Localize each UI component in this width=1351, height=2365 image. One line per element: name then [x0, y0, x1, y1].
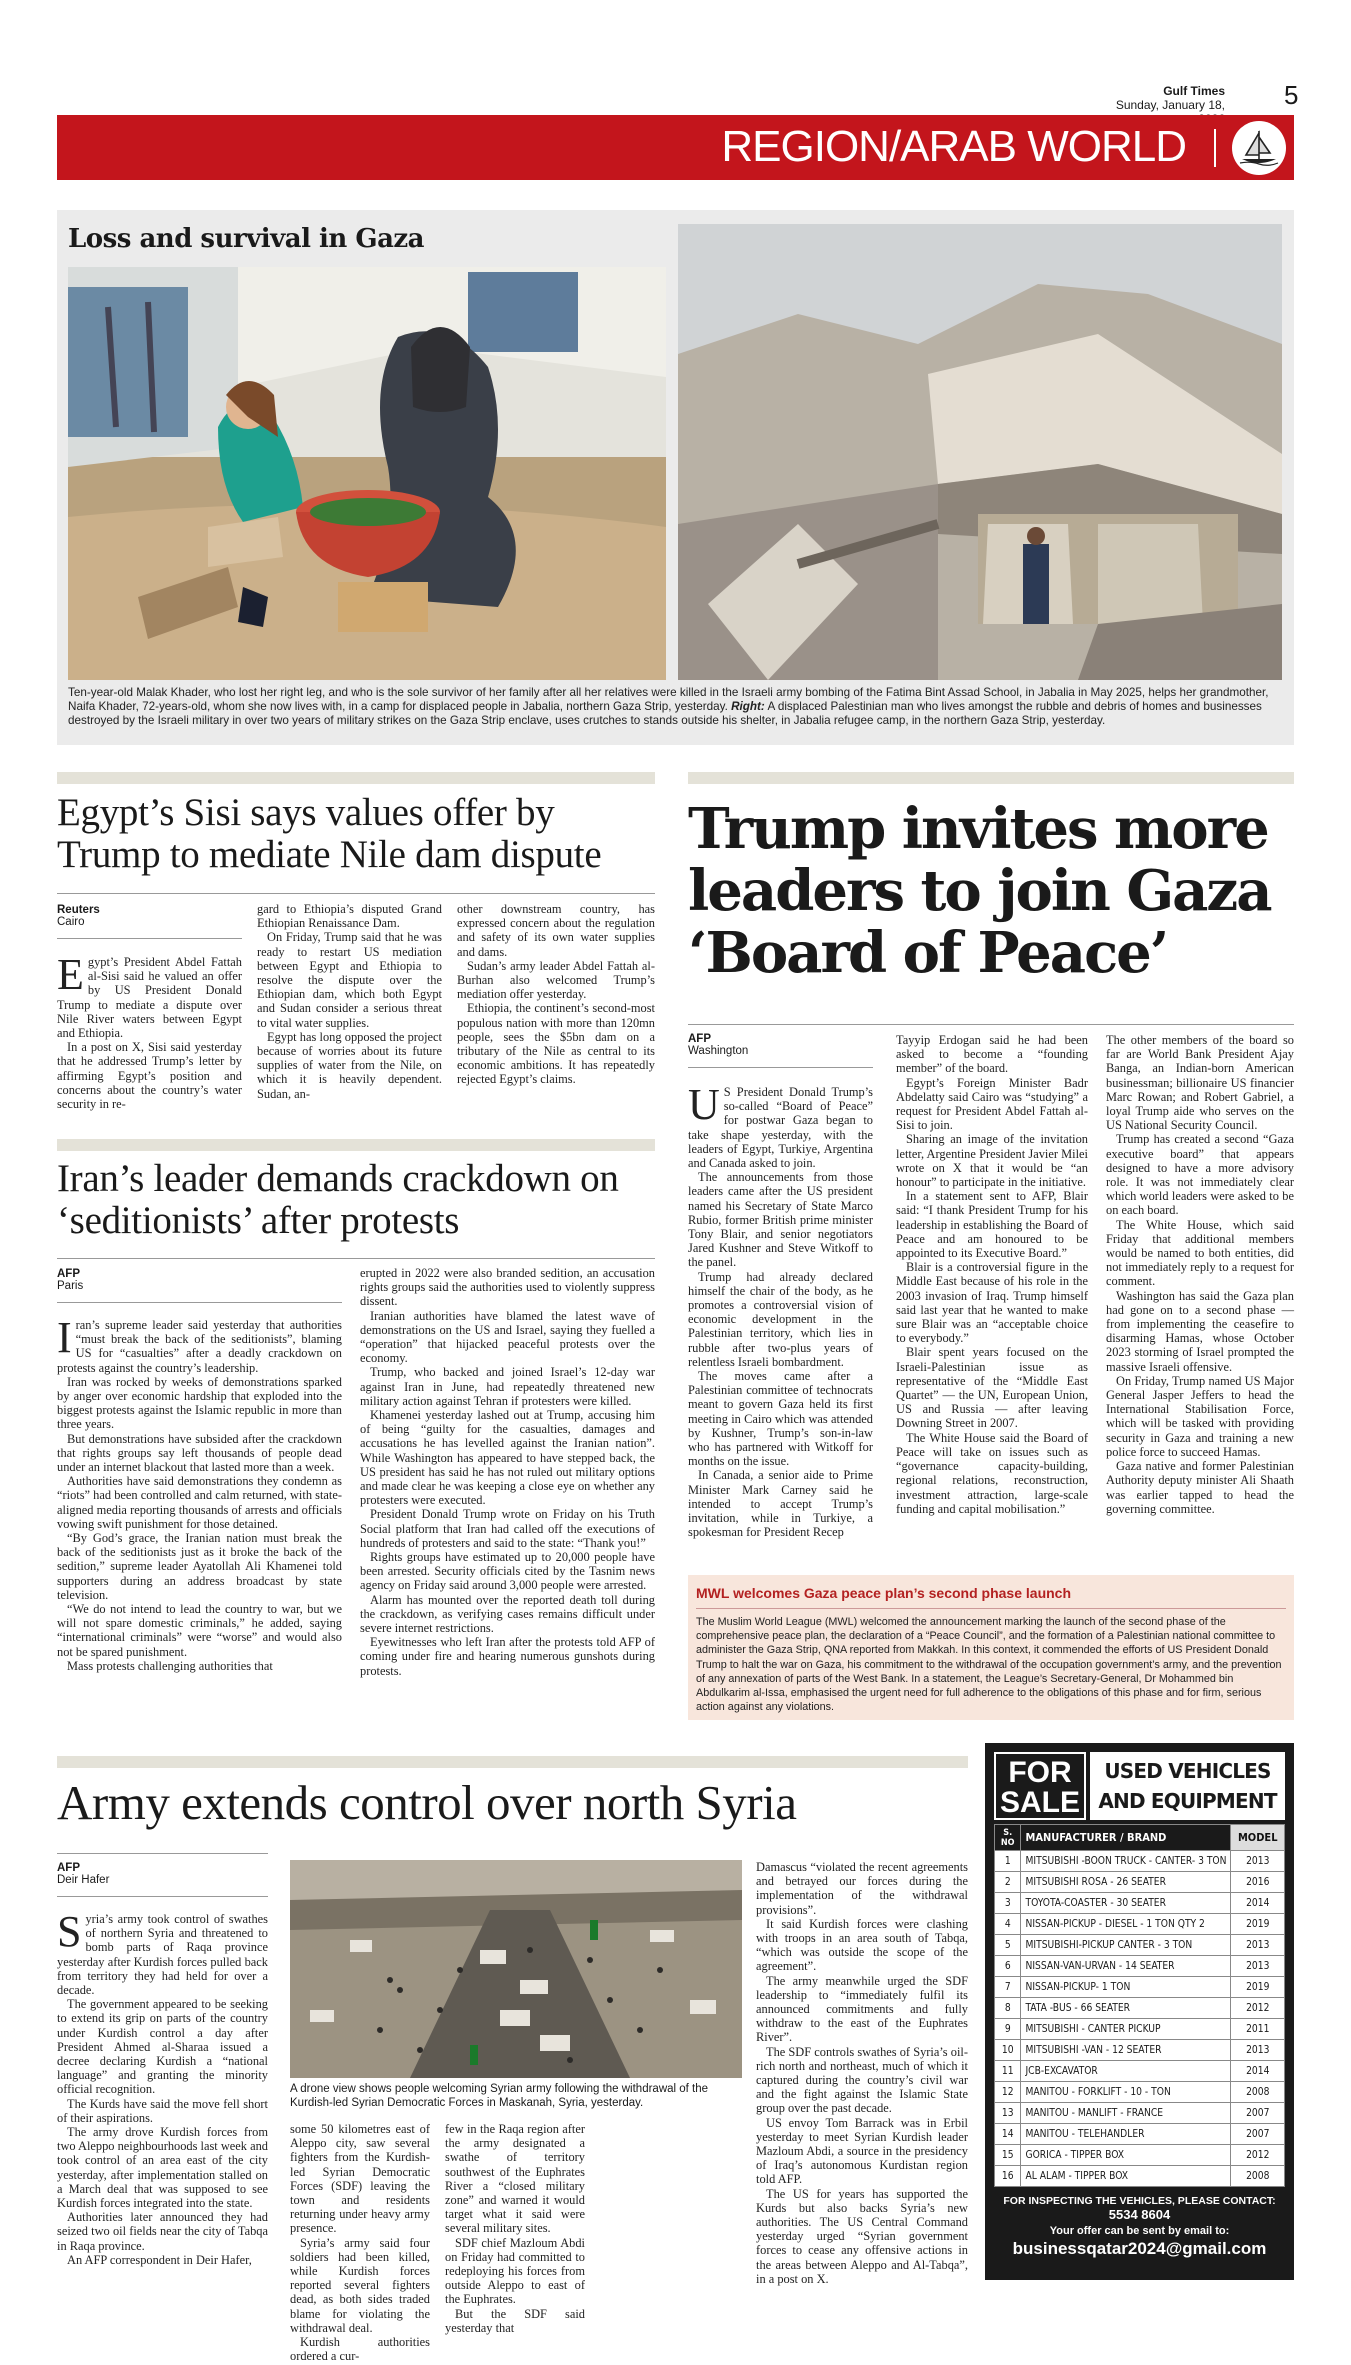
- paragraph: It said Kurdish forces were clashing with troops in an area south of Tabqa, “which was outside the scope of the agreement”.: [756, 1916, 968, 1974]
- paragraph: Blair spent years focused on the Israeli-Palestinian issue as representative of the “Middle East Quartet” — the UN, European Union, US and Russia — after leaving Downing Street in 2007.: [896, 1345, 1088, 1431]
- trump-headline: Trump invites more leaders to join Gaza ‘Board of Peace’: [688, 796, 1271, 986]
- table-row: [995, 2061, 1285, 2082]
- paragraph: The army drove Kurdish forces from two Aleppo neighbourhoods last week and took control of an area east of the city yesterday, after implementation stalled on a March deal that was supposed to see Kurdish forces integrated into the state.: [57, 2125, 268, 2211]
- paragraph: On Friday, Trump said that he was ready to restart US mediation between Egypt and Ethiopia to resolve the dispute over the Ethiopian dam, which both Egypt and Sudan consider a serious threat to vital water supplies.: [257, 930, 442, 1030]
- paragraph: The other members of the board so far are World Bank President Ajay Banga, an Indian-born American businessman; billionaire US financier Marc Rowan; and Robert Gabriel, a loyal Trump aide who serves on the US National Security Council.: [1106, 1033, 1294, 1133]
- cell-brand: MANITOU - FORKLIFT - 10 - TON: [1021, 2082, 1231, 2103]
- paragraph: US envoy Tom Barrack was in Erbil yesterday to meet Syrian Kurdish leader Mazloum Abdi, a source in the presidency of Iraq’s autonomous Kurdistan region told AFP.: [756, 2115, 968, 2187]
- table-row: [995, 1914, 1285, 1935]
- cell-no: 16: [995, 2166, 1021, 2187]
- paragraph: Damascus “violated the recent agreements and betrayed our forces during the implementation of the withdrawal provisions”.: [756, 1860, 968, 1917]
- ad-email[interactable]: businessqatar2024@gmail.com: [1012, 2239, 1267, 2258]
- paragraph: other downstream country, has expressed concern about the regulation and safety of its own water supplies and dams.: [457, 902, 655, 959]
- trump-rule: [688, 1024, 1294, 1025]
- egypt-top-rule: [57, 772, 655, 784]
- table-row: [995, 2040, 1285, 2061]
- syria-headline: Army extends control over north Syria: [57, 1775, 797, 1830]
- byline-source: Reuters: [57, 904, 100, 916]
- egypt-byline: [57, 904, 242, 939]
- cell-no: 8: [995, 1998, 1021, 2019]
- cell-brand: MITSUBISHI-PICKUP CANTER - 3 TON: [1021, 1935, 1231, 1956]
- cell-brand: GORICA - TIPPER BOX: [1021, 2145, 1231, 2166]
- cell-no: 12: [995, 2082, 1021, 2103]
- email-label: Your offer can be sent by email to:: [1049, 2225, 1230, 2237]
- mwl-headline: MWL welcomes Gaza peace plan’s second phase launch: [696, 1585, 1072, 1601]
- table-row: [995, 1893, 1285, 1914]
- paragraph: Washington has said the Gaza plan had gone on to a second phase — from implementing the ceasefire to disarming Hamas, whose October 2023 storming of Israel prompted the massive Israeli offensive.: [1106, 1288, 1294, 1374]
- paragraph: Trump had already declared himself the chair of the body, as he promotes a controversial vision of economic development in the Palestinian territory, which lies in rubble after two-plus years of relentless Israeli bombardment.: [688, 1269, 873, 1369]
- trump-byline: [688, 1033, 873, 1068]
- cell-model: 2019: [1231, 1977, 1285, 1998]
- cell-model: 2007: [1231, 2103, 1285, 2124]
- cell-model: 2013: [1231, 2040, 1285, 2061]
- paragraph: Gaza native and former Palestinian Authority deputy minister Ali Shaath was earlier tapped to head the governing committee.: [1106, 1459, 1294, 1516]
- paragraph: President Donald Trump wrote on Friday on his Truth Social platform that Iran had called off the executions of hundreds of protesters and said to the state: “Thank you!”: [360, 1507, 655, 1550]
- paragraph: Syria’s army took control of swathes of northern Syria and threatened to bomb parts of Raqa province yesterday after Kurdish forces pulled back from territory they had held for over a decade.: [57, 1907, 268, 1998]
- paragraph: The army meanwhile urged the SDF leadership to “immediately fulfil its announced commitments and fully withdraw to the east of the Euphrates River”.: [756, 1973, 968, 2045]
- cell-model: 2013: [1231, 1851, 1285, 1872]
- cell-model: 2019: [1231, 1914, 1285, 1935]
- cell-no: 9: [995, 2019, 1021, 2040]
- table-row: [995, 1872, 1285, 1893]
- cell-no: 14: [995, 2124, 1021, 2145]
- paragraph: The SDF controls swathes of Syria’s oil-rich north and northeast, much of which it captured during the country’s civil war and the fight against the Islamic State group over the past decade.: [756, 2044, 968, 2116]
- cell-model: 2012: [1231, 1998, 1285, 2019]
- table-row: [995, 2166, 1285, 2187]
- photo-feature-title: Loss and survival in Gaza: [68, 224, 425, 254]
- contact-phone[interactable]: 5534 8604: [1108, 2207, 1171, 2222]
- syria-column-1: [57, 1907, 268, 2267]
- cell-model: 2008: [1231, 2166, 1285, 2187]
- paragraph: Blair is a controversial figure in the Middle East because of his role in the 2003 invasion of Iraq. Trump himself said last year that he wanted to make sure Blair was an “acceptable choice to everybody.”: [896, 1260, 1088, 1346]
- cell-no: 11: [995, 2061, 1021, 2082]
- caption-main: Ten-year-old Malak Khader, who lost her right leg, and who is the sole survivor of her family after all her relatives were killed in the Israeli army bombing of the Fatima Bint Assad School, in Jabalia in May 2025, helps her grandmother, Naifa Khader, 72-years-old, whom she now lives with, in a camp for displaced people in Jabalia, northern Gaza Strip, yesterday.: [68, 686, 1269, 713]
- drop-cap: E: [57, 950, 84, 999]
- iran-rule: [57, 1258, 655, 1259]
- caption-right: A displaced Palestinian man who lives amongst the rubble and debris of homes and businesses destroyed by the Israeli military in over two years of military strikes on the Gaza Strip enclave, uses crutches to stands outside his shelter, in Jabalia refugee camp, in the northern Gaza Strip, yesterday.: [68, 700, 1262, 727]
- table-row: [995, 2124, 1285, 2145]
- cell-model: 2007: [1231, 2124, 1285, 2145]
- section-title: REGION/ARAB WORLD: [721, 122, 1186, 171]
- mwl-body: The Muslim World League (MWL) welcomed the announcement marking the launch of the second phase of the comprehensive peace plan, the declaration of a “Peace Council”, and the formation of a Palestinian national committee to administer the Gaza Strip, QNA reported from Makkah. In this context, it commended the efforts of US President Donald Trump to halt the war on Gaza, his commitment to the withdrawal of the occupation government’s army, and the prevention of any annexation of parts of the West Bank. In a statement, the League’s Secretary-General, Dr Mohammed bin Abdulkarim al-Issa, emphasised the urgent need for full adherence to the obligations of this phase and for firm, serious action against any violations.: [696, 1616, 1282, 1714]
- dhow-logo-icon: [1232, 121, 1286, 175]
- paragraph: “We do not intend to lead the country to war, but we will not spare domestic criminals,” he added, saying “international criminals” were “worse” and would also not be spared punishment.: [57, 1602, 342, 1659]
- paragraph: Iran’s supreme leader said yesterday that authorities “must break the back of the seditionists”, blaming US for “casualties” after a deadly crackdown on protests against the country’s leadership.: [57, 1313, 342, 1375]
- vehicle-table: [994, 1824, 1285, 2187]
- paragraph: Authorities later announced they had seized two oil fields near the city of Tabqa in Raqa province.: [57, 2210, 268, 2253]
- cell-brand: NISSAN-PICKUP- 1 TON: [1021, 1977, 1231, 1998]
- photo-rubble-man: [678, 224, 1282, 680]
- paragraph: gard to Ethiopia’s disputed Grand Ethiopian Renaissance Dam.: [257, 902, 442, 931]
- page-number: 5: [1284, 80, 1299, 110]
- byline-location: Paris: [57, 1280, 84, 1292]
- cell-no: 1: [995, 1851, 1021, 1872]
- ad-title: USED VEHICLES AND EQUIPMENT: [1090, 1752, 1285, 1820]
- paragraph: U S President Donald Trump’s so-called “Board of Peace” for postwar Gaza began to take shape yesterday, with the leaders of Egypt, Turkiye, Argentina and Canada asked to join.: [688, 1080, 873, 1171]
- table-row: [995, 2019, 1285, 2040]
- paragraph: Khamenei yesterday lashed out at Trump, accusing him of being “guilty for the casualties, damages and accusations he has levelled against the Iranian nation”. While Washington has appeared to have stepped back, the US president has said he has not ruled out military options and made clear he was keeping a close eye on whether any protesters were executed.: [360, 1408, 655, 1508]
- cell-model: 2014: [1231, 2061, 1285, 2082]
- egypt-column-1: [57, 950, 242, 1112]
- paragraph: “By God’s grace, the Iranian nation must break the back of the seditionists just as it broke the back of the sedition,” supreme leader Ayatollah Ali Khamenei told supporters during an address broadcast by state television.: [57, 1531, 342, 1602]
- used-vehicles-ad: [985, 1743, 1294, 2280]
- col-header-brand: MANUFACTURER / BRAND: [1021, 1825, 1231, 1851]
- paragraph: Sudan’s army leader Abdel Fattah al-Burhan also welcomed Trump’s mediation offer yesterday.: [457, 958, 655, 1002]
- photo-caption: [68, 686, 1282, 728]
- photo-feature: [57, 210, 1294, 745]
- paragraph: few in the Raqa region after the army designated a swathe of territory southwest of the Euphrates River a “closed military zone” and warned it would target what it said were several military sites.: [445, 2122, 585, 2236]
- paragraph: Authorities have said demonstrations they condemn as “riots” had been controlled and calm returned, with state-aligned media reporting thousands of arrests and officials vowing swift punishment for those detained.: [57, 1474, 342, 1531]
- cell-brand: MITSUBISHI ROSA - 26 SEATER: [1021, 1872, 1231, 1893]
- paragraph: In a statement sent to AFP, Blair said: “I thank President Trump for his leadership in establishing the Board of Peace and am honoured to be appointed to its Executive Board.”: [896, 1189, 1088, 1261]
- paragraph: Iran was rocked by weeks of demonstrations sparked by anger over economic hardship that exploded into the biggest protests against the Islamic republic in more than three years.: [57, 1374, 342, 1432]
- caption-right-label: Right:: [731, 700, 765, 713]
- syria-top-rule: [57, 1756, 968, 1768]
- paragraph: erupted in 2022 were also branded sedition, an accusation rights groups said the authorities used to violently suppress dissent.: [360, 1266, 655, 1309]
- ad-for-sale: FOR SALE: [994, 1752, 1086, 1820]
- cell-no: 2: [995, 1872, 1021, 1893]
- paragraph: But the SDF said yesterday that: [445, 2306, 585, 2335]
- syria-column-4: [756, 1860, 968, 2286]
- paragraph: Kurdish authorities ordered a cur-: [290, 2335, 430, 2364]
- byline-location: Cairo: [57, 916, 85, 928]
- cell-brand: NISSAN-VAN-URVAN - 14 SEATER: [1021, 1956, 1231, 1977]
- table-row: [995, 1935, 1285, 1956]
- cell-model: 2012: [1231, 2145, 1285, 2166]
- byline-source: AFP: [57, 1862, 80, 1874]
- paragraph: Trump, who backed and joined Israel’s 12-day war against Iran in June, had repeatedly threatened new military action against Tehran if protesters were killed.: [360, 1365, 655, 1408]
- egypt-column-3: [457, 902, 655, 1087]
- cell-brand: JCB-EXCAVATOR: [1021, 2061, 1231, 2082]
- egypt-headline: Egypt’s Sisi says values offer by Trump to mediate Nile dam dispute: [57, 791, 602, 876]
- paragraph: Ethiopia, the continent’s second-most populous nation with more than 120mn people, sees the $5bn dam on a tributary of the Nile as central to its economic ambitions. It has repeatedly rejected Egypt’s claims.: [457, 1001, 655, 1087]
- paper-name: Gulf Times: [1163, 84, 1225, 98]
- cell-no: 10: [995, 2040, 1021, 2061]
- byline-location: Deir Hafer: [57, 1874, 110, 1886]
- table-row: [995, 1956, 1285, 1977]
- cell-no: 4: [995, 1914, 1021, 1935]
- cell-brand: MITSUBISHI -VAN - 12 SEATER: [1021, 2040, 1231, 2061]
- cell-brand: MITSUBISHI -BOON TRUCK - CANTER- 3 TON: [1021, 1851, 1231, 1872]
- paragraph: Alarm has mounted over the reported death toll during the crackdown, as verifying cases remains difficult under severe internet restrictions.: [360, 1592, 655, 1636]
- mwl-box: [688, 1575, 1294, 1720]
- cell-model: 2014: [1231, 1893, 1285, 1914]
- cell-brand: MITSUBISHI - CANTER PICKUP: [1021, 2019, 1231, 2040]
- paragraph: The White House said the Board of Peace will take on issues such as “governance capacity-building, regional relations, reconstruction, investment attraction, large-scale funding and capital mobilisation.”: [896, 1430, 1088, 1516]
- table-row: [995, 1851, 1285, 1872]
- cell-no: 5: [995, 1935, 1021, 1956]
- paragraph: The Kurds have said the move fell short of their aspirations.: [57, 2096, 268, 2125]
- mwl-rule: [696, 1608, 1286, 1609]
- photo-girl-grandmother: [68, 267, 666, 680]
- cell-model: 2013: [1231, 1956, 1285, 1977]
- table-row: [995, 1998, 1285, 2019]
- byline-source: AFP: [688, 1033, 711, 1045]
- syria-column-2: [290, 2122, 430, 2363]
- cell-brand: MANITOU - TELEHANDLER: [1021, 2124, 1231, 2145]
- iran-headline: Iran’s leader demands crackdown on ‘seditionists’ after protests: [57, 1157, 619, 1242]
- banner-divider: [1214, 129, 1216, 167]
- cell-brand: TOYOTA-COASTER - 30 SEATER: [1021, 1893, 1231, 1914]
- trump-column-3: [1106, 1033, 1294, 1516]
- cell-brand: TATA -BUS - 66 SEATER: [1021, 1998, 1231, 2019]
- paragraph: On Friday, Trump named US Major General Jasper Jeffers to head the International Stabilisation Force, which will be tasked with providing security in Gaza and training a new police force to succeed Hamas.: [1106, 1373, 1294, 1459]
- cell-model: 2008: [1231, 2082, 1285, 2103]
- cell-no: 15: [995, 2145, 1021, 2166]
- issue-date: Sunday, January 18,: [1115, 98, 1225, 112]
- paragraph: Iranian authorities have blamed the latest wave of demonstrations on the US and Israel, saying they fuelled a “operation” that hijacked peaceful protests over the economy.: [360, 1308, 655, 1366]
- paragraph: But demonstrations have subsided after the crackdown that rights groups say left thousands of people dead under an internet blackout that lasted more than a week.: [57, 1431, 342, 1475]
- paragraph: In a post on X, Sisi said yesterday that he addressed Trump’s letter by affirming Egypt’s position and concerns about the country’s water security in re-: [57, 1040, 242, 1112]
- paragraph: The government appeared to be seeking to extend its grip on parts of the country under Kurdish control a day after President Ahmed al-Sharaa issued a decree declaring Kurdish a “national language” and granting the minority official recognition.: [57, 1997, 268, 2097]
- cell-model: 2011: [1231, 2019, 1285, 2040]
- section-banner: [57, 115, 1294, 180]
- cell-no: 7: [995, 1977, 1021, 1998]
- paragraph: The White House, which said Friday that additional members would be named to both entities, did not immediately reply to a request for comment.: [1106, 1217, 1294, 1289]
- egypt-rule: [57, 893, 655, 894]
- paragraph: An AFP correspondent in Deir Hafer,: [67, 2252, 252, 2267]
- cell-brand: MANITOU - MANLIFT - FRANCE: [1021, 2103, 1231, 2124]
- cell-brand: NISSAN-PICKUP - DIESEL - 1 TON QTY 2: [1021, 1914, 1231, 1935]
- col-header-no: S. NO: [995, 1825, 1021, 1851]
- paragraph: Tayyip Erdogan said he had been asked to become a “founding member” of the board.: [896, 1033, 1088, 1076]
- trump-top-rule: [688, 772, 1294, 784]
- drop-cap: S: [57, 1907, 82, 1956]
- paragraph: Egypt has long opposed the project because of worries about its future supplies of water from the Nile, on which it is heavily dependent. Sudan, an-: [257, 1029, 442, 1101]
- byline-source: AFP: [57, 1268, 80, 1280]
- paragraph: Egypt’s Foreign Minister Badr Abdelatty said Cairo was “studying” a request for President Abdel Fattah al-Sisi to join.: [896, 1075, 1088, 1133]
- photo-drone-crowd: [290, 1860, 742, 2078]
- drop-cap: I: [57, 1313, 72, 1362]
- syria-rule: [57, 1853, 268, 1854]
- syria-column-3: [445, 2122, 585, 2335]
- drop-cap: U: [688, 1080, 720, 1129]
- paragraph: Trump has created a second “Gaza executive board” that appears designed to have a more advisory role. It was not immediately clear which world leaders were asked to be on each board.: [1106, 1132, 1294, 1218]
- cell-model: 2016: [1231, 1872, 1285, 1893]
- paragraph: The announcements from those leaders came after the US president named his Secretary of State Marco Rubio, former British prime minister Tony Blair, and senior negotiators Jared Kushner and Steve Witkoff to the panel.: [688, 1170, 873, 1270]
- table-row: [995, 2145, 1285, 2166]
- col-header-model: MODEL: [1231, 1825, 1285, 1851]
- paragraph: The US for years has supported the Kurds but also backs Syria’s new authorities. The US Central Command yesterday urged “Syrian government forces to cease any offensive actions in the areas between Aleppo and Al-Tabqa”, in a post on X.: [756, 2186, 968, 2286]
- paragraph: Mass protests challenging authorities that: [67, 1658, 273, 1673]
- syria-byline: [57, 1862, 268, 1897]
- egypt-column-2: [257, 902, 442, 1101]
- table-row: [995, 2082, 1285, 2103]
- trump-column-2: [896, 1033, 1088, 1516]
- drone-photo-caption: A drone view shows people welcoming Syrian army following the withdrawal of the Kurdish-led Syrian Democratic Forces in Maskanah, Syria, yesterday.: [290, 2083, 709, 2109]
- cell-no: 13: [995, 2103, 1021, 2124]
- table-row: [995, 2103, 1285, 2124]
- paragraph: Egypt’s President Abdel Fattah al-Sisi said he valued an offer by US President Donald Trump to mediate a dispute over Nile River waters between Egypt and Ethiopia.: [57, 950, 242, 1041]
- cell-brand: AL ALAM - TIPPER BOX: [1021, 2166, 1231, 2187]
- table-row: [995, 1977, 1285, 1998]
- contact-label: FOR INSPECTING THE VEHICLES, PLEASE CONTACT:: [1003, 2195, 1276, 2207]
- paragraph: Sharing an image of the invitation letter, Argentine President Javier Milei wrote on X that it would be “an honour” to participate in the initiative.: [896, 1132, 1088, 1190]
- paragraph: The moves came after a Palestinian committee of technocrats meant to govern Gaza held its first meeting in Cairo which was attended by Kushner, Trump’s son-in-law who has partnered with Witkoff for months on the issue.: [688, 1369, 873, 1469]
- iran-column-1: [57, 1313, 342, 1673]
- byline-location: Washington: [688, 1045, 749, 1057]
- cell-model: 2013: [1231, 1935, 1285, 1956]
- paragraph: Eyewitnesses who left Iran after the protests told AFP of coming under fire and hearing numerous gunshots during protests.: [360, 1635, 655, 1678]
- cell-no: 6: [995, 1956, 1021, 1977]
- ad-header: [994, 1752, 1285, 1820]
- ad-contact: [994, 2195, 1285, 2222]
- paragraph: Syria’s army said four soldiers had been killed, while Kurdish forces reported several fighters dead, as both sides traded blame for violating the withdrawal deal.: [290, 2235, 430, 2335]
- iran-column-2: [360, 1266, 655, 1678]
- cell-no: 3: [995, 1893, 1021, 1914]
- paragraph: Rights groups have estimated up to 20,000 people have been arrested. Security officials cited by the Tasnim news agency on Friday said around 3,000 people were arrested.: [360, 1550, 655, 1593]
- paragraph: SDF chief Mazloum Abdi on Friday had committed to redeploying his forces from outside Aleppo to east of the Euphrates.: [445, 2235, 585, 2307]
- iran-top-rule: [57, 1139, 655, 1151]
- iran-byline: [57, 1268, 342, 1303]
- paragraph: In Canada, a senior aide to Prime Minister Mark Carney said he intended to accept Trump’s invitation, while in Turkiye, a spokesman for President Recep: [688, 1468, 873, 1540]
- trump-column-1: [688, 1080, 873, 1540]
- paragraph: some 50 kilometres east of Aleppo city, saw several fighters from the Kurdish-led Syrian Democratic Forces (SDF) leaving the town and residents returning under heavy army presence.: [290, 2122, 430, 2236]
